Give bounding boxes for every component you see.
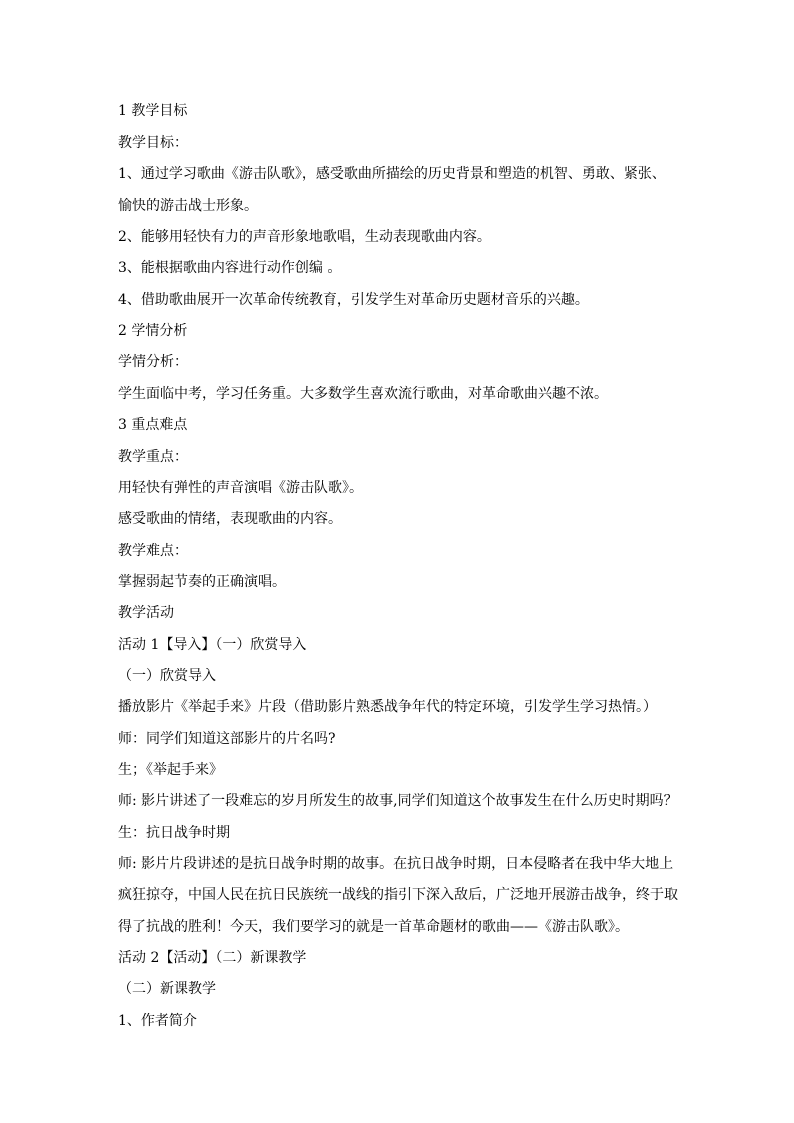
objective-1-line-2: 愉快的游击战士形象。 [118,198,258,214]
objective-1-line-1: 1、通过学习歌曲《游击队歌》，感受歌曲所描绘的历史背景和塑造的机智、勇敢、紧张、 [118,166,666,182]
key-point-1: 用轻快有弹性的声音演唱《游击队歌》。 [118,480,363,496]
key-point-2: 感受歌曲的情绪，表现歌曲的内容。 [118,511,342,527]
activity-2-title: 活动 2【活动】（二）新课教学 [118,950,307,966]
heading-student-analysis: 2 学情分析 [118,323,188,339]
objective-2: 2、能够用轻快有力的声音形象地歌唱，生动表现歌曲内容。 [118,229,491,245]
activity-1-text-6: 师: 影片片段讲述的是抗日战争时期的故事。在抗日战争时期，日本侵略者在我中华大地上 [118,856,674,872]
label-key-points: 教学重点： [118,449,188,465]
heading-key-difficult-points: 3 重点难点 [118,417,188,433]
student-analysis-text: 学生面临中考，学习任务重。大多数学生喜欢流行歌曲，对革命歌曲兴趣不浓。 [118,386,608,402]
activity-1-text-2: 师：同学们知道这部影片的片名吗? [118,731,336,747]
activity-1-subtitle: （一）欣赏导入 [118,668,216,684]
activity-2-text-1: 1、作者简介 [118,1013,197,1029]
label-teaching-objectives: 教学目标： [118,135,188,151]
activity-1-text-8: 得了抗战的胜利！今天，我们要学习的就是一首革命题材的歌曲——《游击队歌》。 [118,919,629,935]
objective-4: 4、借助歌曲展开一次革命传统教育，引发学生对革命历史题材音乐的兴趣。 [118,292,589,308]
activity-1-text-7: 疯狂掠夺，中国人民在抗日民族统一战线的指引下深入敌后，广泛地开展游击战争，终于取 [118,887,678,903]
heading-teaching-objectives: 1 教学目标 [118,103,188,119]
activity-1-text-1: 播放影片《举起手来》片段（借助影片熟悉战争年代的特定环境，引发学生学习热情。） [118,699,657,715]
activity-1-title: 活动 1【导入】（一）欣赏导入 [118,637,307,653]
activity-2-subtitle: （二）新课教学 [118,981,216,997]
label-student-analysis: 学情分析： [118,354,188,370]
difficult-point-1: 掌握弱起节奏的正确演唱。 [118,574,286,590]
activity-1-text-3: 生；《举起手来》 [118,762,223,778]
label-difficult-points: 教学难点： [118,543,188,559]
activity-1-text-4: 师: 影片讲述了一段难忘的岁月所发生的故事,同学们知道这个故事发生在什么历史时期吗？ [118,793,678,809]
heading-teaching-activities: 教学活动 [118,605,174,621]
objective-3: 3、能根据歌曲内容进行动作创编 。 [118,260,342,276]
activity-1-text-5: 生：抗日战争时期 [118,825,230,841]
